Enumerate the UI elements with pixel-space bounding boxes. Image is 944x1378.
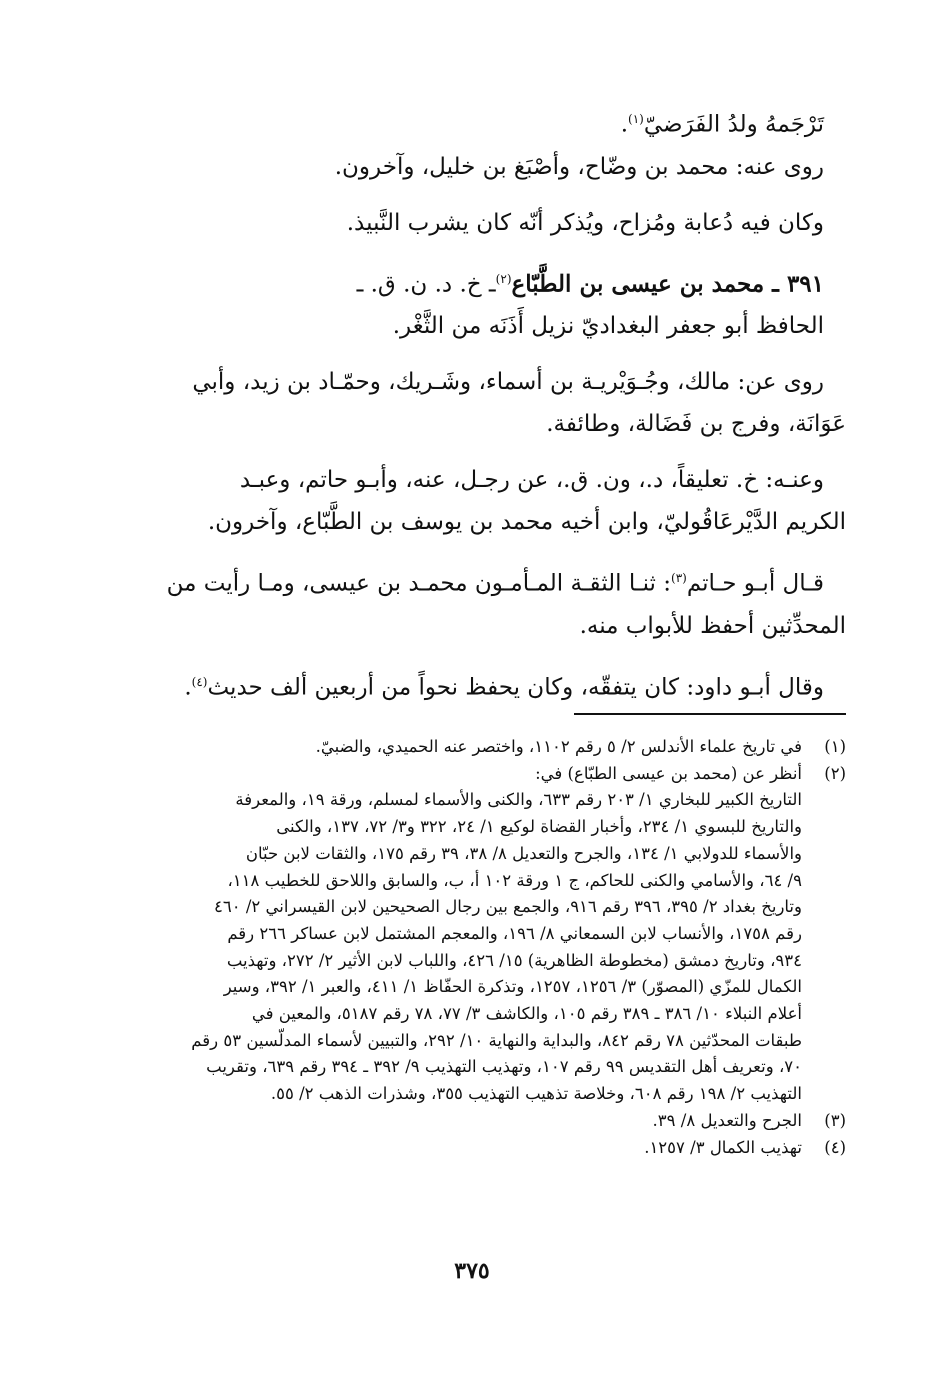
footnote-ref: (١)	[628, 112, 644, 126]
footnote-text: أنظر عن (محمد بن عيسى الطبّاع) في:	[535, 763, 802, 783]
text-line: روى عن: مالك، وجُـوَيْريـة بن أسماء، وشَـريك، وحمّـاد بن زيد، وأبي	[192, 369, 824, 396]
footnote-divider	[574, 713, 846, 715]
footnote-ref: (٢)	[495, 271, 512, 286]
text-line: وعنـه: خ. تعليقاً، د.، ون. ق.، عن رجـل، عنه، وأبـو حاتم، وعبـد	[239, 467, 824, 494]
footnote-text: في تاريخ علماء الأندلس ٢/ ٥ رقم ١١٠٢، واختصر عنه الحميدي، والضبيّ.	[315, 737, 802, 756]
text-line: المحدِّثين أحفظ للأبواب منه.	[579, 612, 846, 639]
text-line	[128, 98, 846, 146]
text-segment: وقال أبـو داود: كان يتفقّه، وكان يحفظ نحواً من أربعين ألف حديث	[207, 674, 824, 701]
entry-heading	[128, 258, 846, 306]
text-segment: : ثنـا الثقـة المـأمـون محمـد بن عيسى، ومـا رأيت من	[166, 570, 671, 597]
main-text	[128, 98, 846, 709]
footnote-line: ٩/ ٦٤، والأسامي والكنى للحاكم، ج ١ ورقة ١٠٢ أ، ب، والسابق واللاحق للخطيب ١١٨،	[227, 870, 802, 890]
footnote-line: الكمال للمزّي (المصوّر) ٣/ ١٢٥٦، ١٢٥٧، وتذكرة الحفّاظ ١/ ٤١١، والعبر ١/ ٣٩٢، وسير	[223, 977, 802, 997]
footnote-number: (٤)	[824, 1137, 846, 1157]
entry-codes: ـ خ. د. ن. ق. ـ	[356, 271, 496, 298]
footnote-4	[128, 1135, 846, 1162]
footnote-line: ٩٣٤، وتاريخ دمشق (مخطوطة الظاهرية) ١٥/ ٤٢٦، واللباب لابن الأثير ٢/ ٢٧٢، وتهذيب	[226, 950, 802, 970]
footnote-text: الجرح والتعديل ٨/ ٣٩.	[652, 1110, 802, 1130]
text-line	[128, 557, 846, 605]
footnote-line: التهذيب ٢/ ١٩٨ رقم ٦٠٨، وخلاصة تذهيب التهذيب ٣٥٥، وشذرات الذهب ٢/ ٥٥.	[270, 1084, 802, 1104]
text-line: الكريم الدَّيْرعَاقُوليّ، وابن أخيه محمد بن يوسف بن الطَّبّاع، وآخرون.	[207, 509, 846, 536]
footnote-ref: (٤)	[191, 674, 208, 689]
footnote-number: (٢)	[824, 763, 846, 783]
footnote-line: والأسماء للدولابي ١/ ١٣٤، والجرح والتعديل ٨/ ٣٨، ٣٩ رقم ١٧٥، والثقات لابن حبّان	[245, 843, 802, 863]
footnote-line: رقم ١٧٥٨، والأنساب لابن السمعاني ٨/ ١٩٦، والمعجم المشتمل لابن عساكر ٢٦٦ رقم	[227, 923, 802, 943]
footnote-1	[128, 734, 846, 761]
footnote-line: طبقات المحدّثين ٧٨ رقم ٨٤٢، والبداية والنهاية ١٠/ ٢٩٢، والتبيين لأسماء المدلّسين ٥٣ رقم	[191, 1030, 802, 1050]
text-segment: تَرْجَمهُ ولدُ الفَرَضيّ	[643, 111, 824, 138]
footnote-line: أعلام النبلاء ١٠/ ٣٨٦ ـ ٣٨٩ رقم ١٠٥، والكاشف ٣/ ٧٧، ٧٨ رقم ٥١٨٧، والمعين في	[251, 1004, 802, 1024]
page-number: ٣٧٥	[454, 1258, 490, 1284]
footnotes	[128, 734, 846, 1161]
footnote-ref: (٣)	[671, 571, 687, 586]
text-line: روى عنه: محمد بن وضّاح، وأصْبَغ بن خليل، وآخرون.	[334, 153, 824, 180]
footnote-line: التاريخ الكبير للبخاري ١/ ٢٠٣ رقم ٦٣٣، والكنى والأسماء لمسلم، ورقة ١٩، والمعرفة	[235, 790, 802, 810]
text-segment: .	[620, 111, 628, 138]
text-segment: .	[184, 674, 192, 701]
text-line	[128, 661, 846, 709]
text-line: الحافظ أبو جعفر البغداديّ نزيل أَذَنَه من الثَّغْر.	[392, 313, 824, 340]
footnote-line: ٧٠، وتعريف أهل التقديس ٩٩ رقم ١٠٧، وتهذيب التهذيب ٩/ ٣٩٢ ـ ٣٩٤ رقم ٦٣٩، وتقريب	[206, 1057, 802, 1077]
footnote-line: وتاريخ بغداد ٢/ ٣٩٥، ٣٩٦ رقم ٩١٦، والجمع بين رجال الصحيحين لابن القيسراني ٢/ ٤٦٠	[214, 897, 802, 917]
footnote-text: تهذيب الكمال ٣/ ١٢٥٧.	[644, 1137, 802, 1157]
text-line: عَوَانَة، وفرج بن فَضَالة، وطائفة.	[546, 411, 846, 438]
entry-title: ٣٩١ ـ محمد بن عيسى بن الطَّبّاع	[511, 270, 824, 298]
text-line: وكان فيه دُعابة ومُزاح، ويُذكر أنّه كان يشرب النَّبيذ.	[346, 209, 824, 236]
footnote-number: (١)	[824, 737, 846, 756]
footnote-2	[128, 761, 846, 1108]
text-segment: قـال أبـو حـاتم	[686, 570, 824, 597]
footnote-3	[128, 1108, 846, 1135]
footnote-number: (٣)	[824, 1110, 846, 1130]
footnote-line: والتاريخ للبسوي ١/ ٢٣٤، وأخبار القضاة لوكيع ١/ ٢٤، ٣٢٢ و٣/ ٧٢، ١٣٧، والكنى	[276, 817, 802, 837]
